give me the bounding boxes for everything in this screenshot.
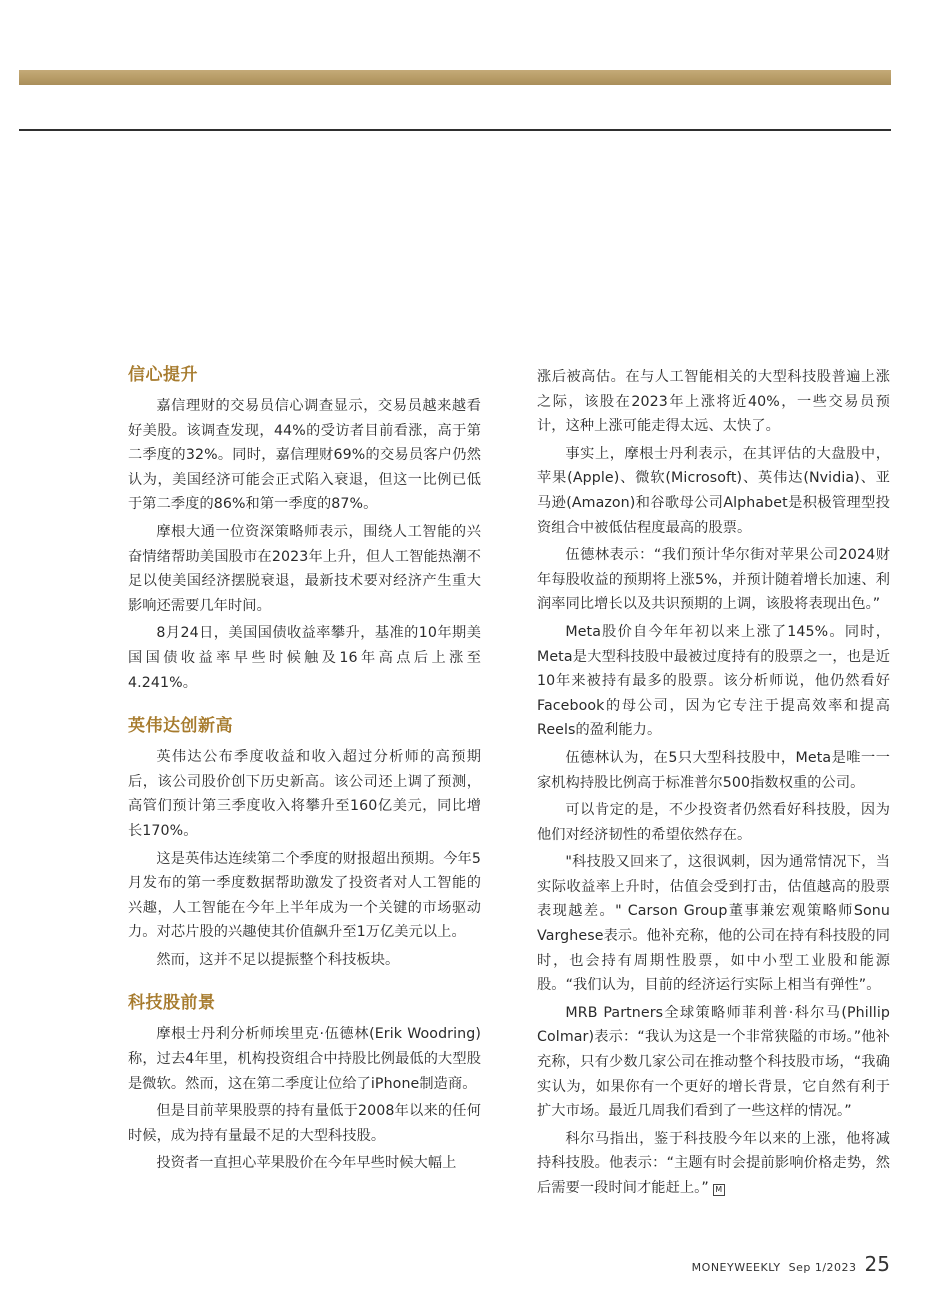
paragraph: 这是英伟达连续第二个季度的财报超出预期。今年5月发布的第一季度数据帮助激发了投资者对人工智能的兴趣，人工智能在今年上半年成为一个关键的市场驱动力。对芯片股的兴趣使其价值飙升至1万亿美元以上。 [128, 850, 481, 941]
paragraph: 但是目前苹果股票的持有量低于2008年以来的任何时候，成为持有量最不足的大型科技股。 [128, 1103, 481, 1144]
end-of-article-icon: M [713, 1184, 725, 1196]
section-heading-confidence: 信心提升 [128, 365, 198, 385]
paragraph: Meta股价自今年年初以来上涨了145%。同时，Meta是大型科技股中最被过度持有的股票之一，也是近10年来被持有最多的股票。该分析师说，他仍然看好Facebook的母公司，因为它专注于提高效率和提高Reels的盈利能力。 [537, 623, 890, 739]
page-footer [692, 1252, 890, 1276]
paragraph: 投资者一直担心苹果股价在今年早些时候大幅上 [156, 1155, 457, 1172]
paragraph: 伍德林表示：“我们预计华尔街对苹果公司2024财年每股收益的预期将上涨5%，并预计随着增长加速、利润率同比增长以及共识预期的上调，该股将表现出色。” [537, 547, 890, 613]
header-divider [19, 129, 891, 131]
paragraph: 摩根士丹利分析师埃里克·伍德林(Erik Woodring)称，过去4年里，机构投资组合中持股比例最低的大型股是微软。然而，这在第二季度让位给了iPhone制造商。 [128, 1026, 481, 1092]
paragraph: 可以肯定的是，不少投资者仍然看好科技股，因为他们对经济韧性的希望依然存在。 [537, 802, 890, 843]
header-gold-band [19, 70, 891, 85]
paragraph-continued: 涨后被高估。在与人工智能相关的大型科技股普遍上涨之际，该股在2023年上涨将近40%，一些交易员预计，这种上涨可能走得太远、太快了。 [537, 369, 890, 435]
left-column [128, 362, 481, 1179]
paragraph-final [537, 1127, 890, 1201]
paragraph: 英伟达公布季度收益和收入超过分析师的高预期后，该公司股价创下历史新高。该公司还上调了预测，高管们预计第三季度收入将攀升至160亿美元，同比增长170%。 [128, 749, 481, 839]
section-heading-tech-outlook: 科技股前景 [128, 993, 216, 1014]
final-paragraph-text: 科尔马指出，鉴于科技股今年以来的上涨，他将减持科技股。他表示：“主题有时会提前影响价格走势，然后需要一段时间才能赶上。” [537, 1130, 890, 1196]
paragraph: "科技股又回来了，这很讽刺，因为通常情况下，当实际收益率上升时，估值会受到打击，估值越高的股票表现越差。" Carson Group董事兼宏观策略师Sonu Varghese表示。他补充称，他的公司在持有科技股的同时，也会持有周期性股票，如中小型工业股和能源股。“我们认为，目前的经济运行实际上相当有弹性”。 [537, 854, 890, 994]
paragraph: MRB Partners全球策略师菲利普·科尔马(Phillip Colmar)表示：“我认为这是一个非常狭隘的市场。”他补充称，只有少数几家公司在推动整个科技股市场，“我确实认为，如果你有一个更好的增长背景，它自然有利于扩大市场。最近几周我们看到了一些这样的情况。” [537, 1004, 890, 1120]
paragraph: 事实上，摩根士丹利表示，在其评估的大盘股中，苹果(Apple)、微软(Microsoft)、英伟达(Nvidia)、亚马逊(Amazon)和谷歌母公司Alphabet是积极管理型投资组合中被低估程度最高的股票。 [537, 445, 890, 536]
paragraph: 然而，这并不足以提振整个科技板块。 [156, 951, 400, 968]
paragraph: 伍德林认为，在5只大型科技股中，Meta是唯一一家机构持股比例高于标准普尔500指数权重的公司。 [537, 749, 890, 791]
paragraph: 嘉信理财的交易员信心调查显示，交易员越来越看好美股。该调查发现，44%的受访者目前看涨，高于第二季度的32%。同时，嘉信理财69%的交易员客户仍然认为，美国经济可能会正式陷入衰退，但这一比例已低于第二季度的86%和第一季度的87%。 [128, 398, 481, 513]
page-number: 25 [864, 1252, 890, 1276]
section-heading-nvidia: 英伟达创新高 [128, 716, 233, 737]
paragraph: 摩根大通一位资深策略师表示，围绕人工智能的兴奋情绪帮助美国股市在2023年上升，但人工智能热潮不足以使美国经济摆脱衰退，最新技术要对经济产生重大影响还需要几年时间。 [128, 523, 481, 614]
paragraph: 8月24日，美国国债收益率攀升，基准的10年期美国国债收益率早些时候触及16年高点后上涨至4.241%。 [128, 625, 481, 691]
issue-date: Sep 1/2023 [788, 1261, 857, 1274]
magazine-name: MONEYWEEKLY [691, 1261, 781, 1274]
right-column [537, 365, 890, 1204]
